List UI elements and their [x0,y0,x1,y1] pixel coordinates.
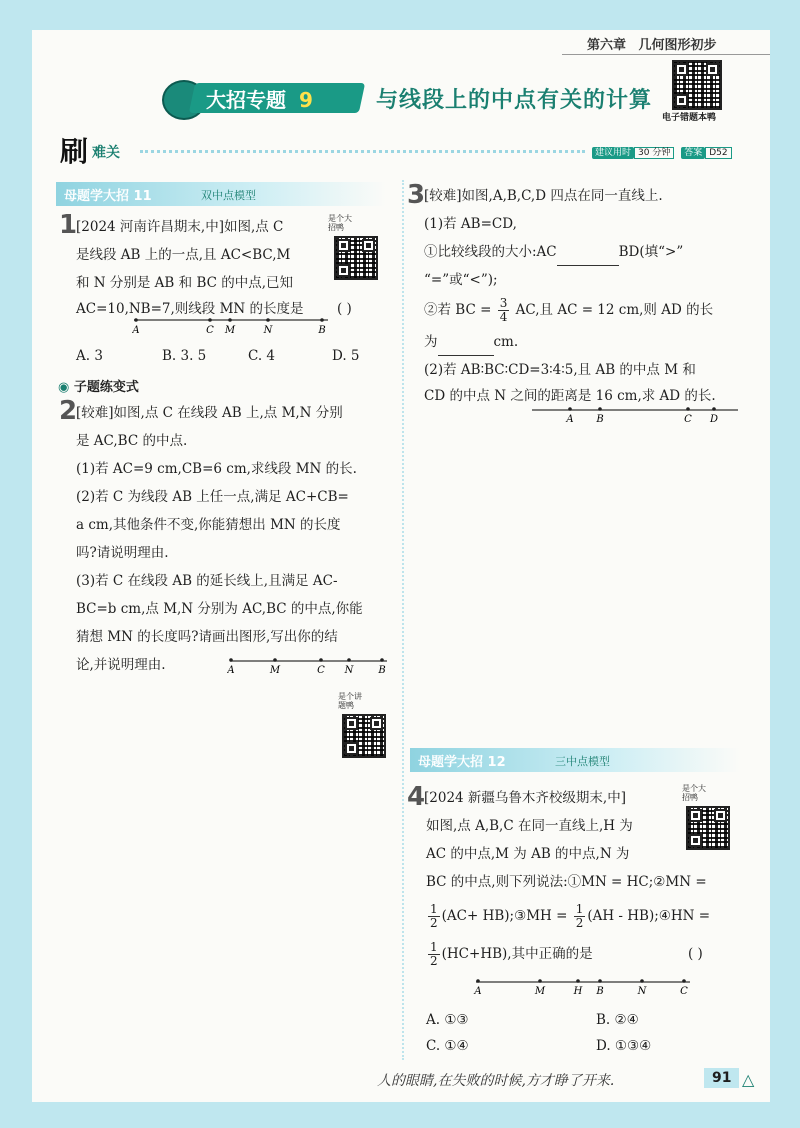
q1-line-diagram [132,315,332,339]
q4-point-h [576,979,580,983]
q1-qr-code[interactable] [334,236,378,280]
q1-label-m: M [224,325,236,336]
topic-badge-number: 9 [298,88,313,112]
q1-number: 1 [59,210,78,240]
q3-line-diagram [530,404,742,430]
q1-point-n [266,318,270,322]
q2-line-4: (2)若 C 为线段 AB 上任一点,满足 AC+CB= [76,489,349,505]
q1-label-n: N [263,325,273,336]
q2-line-8: BC=b cm,点 M,N 分别为 AC,BC 的中点,你能 [76,601,363,617]
error-book-qr-code[interactable] [672,60,722,110]
q3-line-6: 为 cm. [424,328,518,356]
q3-point-b [598,407,602,411]
q2-qr-code[interactable] [342,714,386,758]
q1-label-b: B [318,325,326,336]
topic-badge-label: 大招专题 [206,88,286,112]
topic-title: 与线段上的中点有关的计算 [376,88,653,113]
q3-line-8: CD 的中点 N 之间的距离是 16 cm,求 AD 的长. [424,388,716,404]
q4-label-h: H [573,986,583,997]
q4-point-c [682,979,686,983]
q3-blank-ad[interactable] [438,337,494,356]
q4-option-c[interactable]: C. ①④ [426,1038,469,1054]
q1-answer-paren[interactable]: ( ) [337,301,352,317]
q3-label-b: B [596,414,604,425]
q4-option-a[interactable]: A. ①③ [426,1012,469,1028]
q4-point-b [598,979,602,983]
q1-point-a [134,318,138,322]
q3-fraction: $\frac{3}{4}$ [499,296,508,324]
q2-line-7: (3)若 C 在线段 AB 的延长线上,且满足 AC- [76,573,338,589]
q1-point-b [320,318,324,322]
q4-qr-code[interactable] [686,806,730,850]
q2-line-6: 吗?请说明理由. [76,545,169,561]
model-12-banner [410,748,740,772]
q1-line-1: [2024 河南许昌期末,中]如图,点 C [76,219,284,235]
qr-caption: 电子错题本鸭 [662,113,717,123]
q1-option-c[interactable]: C. 4 [248,348,276,364]
q3-line-3: ①比较线段的大小:AC BD(填“>” [424,238,683,266]
q3-line-7: (2)若 AB∶BC∶CD=3∶4∶5,且 AB 的中点 M 和 [424,362,696,378]
q4-label-a: A [474,986,482,997]
q2-line-10: 论,并说明理由. [76,657,166,673]
q2-number: 2 [59,396,78,426]
q3-point-d [712,407,716,411]
chapter-number: 第六章 [587,38,627,53]
q4-point-m [538,979,542,983]
q3-line-4: “=”或“<”); [424,272,498,288]
q3-number: 3 [407,180,426,210]
q4-answer-paren[interactable]: ( ) [688,946,703,962]
model-11-label: 母题学大招 11 [64,189,152,204]
q4-line-diagram [472,976,696,1002]
q2-line-3: (1)若 AC=9 cm,CB=6 cm,求线段 MN 的长. [76,461,357,477]
q1-option-d[interactable]: D. 5 [332,348,360,364]
model-12-name: 三中点模型 [555,755,610,768]
q4-line-1: [2024 新疆乌鲁木齐校级期末,中] [424,790,626,806]
q1-label-c: C [206,325,214,336]
q1-point-m [228,318,232,322]
q3-line-2: (1)若 AB=CD, [424,216,517,232]
q2-line-2: 是 AC,BC 的中点. [76,433,188,449]
q4-point-n [640,979,644,983]
sub-title-icon: ◉ [58,380,70,395]
q2-point-m [273,658,277,662]
q1-option-a[interactable]: A. 3 [76,348,103,364]
q2-label-a: A [227,665,235,676]
column-divider [402,180,404,1060]
q2-label-m: M [269,665,281,676]
q3-blank-compare[interactable] [557,247,619,266]
q3-line-5: ②若 BC = $\frac{3}{4}$ AC,且 AC = 12 cm,则 AD 的长 [424,296,714,324]
q4-label-c: C [680,986,688,997]
q4-number: 4 [407,782,426,812]
q1-point-c [208,318,212,322]
q4-line-5: $\frac{1}{2}$ (AC+ HB);③MH = $\frac{1}{2}$ (AH - HB);④HN = [430,902,711,930]
q4-label-m: M [534,986,546,997]
q2-label-n: N [344,665,354,676]
level-divider [140,150,585,153]
header-rule [562,54,770,55]
q1-line-4: AC=10,NB=7,则线段 MN 的长度是 [76,301,304,317]
model-11-name: 双中点模型 [201,189,256,202]
chapter-name: 几何图形初步 [638,38,717,53]
q2-point-n [347,658,351,662]
q2-line-diagram [227,655,392,681]
q2-point-c [319,658,323,662]
q2-line-1: [较难]如图,点 C 在线段 AB 上,点 M,N 分别 [76,405,343,421]
compass-icon: △ [742,1070,755,1089]
q4-line-2: 如图,点 A,B,C 在同一直线上,H 为 [426,818,633,834]
q3-label-a: A [566,414,574,425]
q2-label-b: B [378,665,386,676]
q2-point-b [380,658,384,662]
page-number: 91 [704,1068,739,1088]
q1-label-a: A [132,325,140,336]
model-12-label: 母题学大招 12 [418,755,506,770]
topic-banner [162,80,672,116]
q3-line-1: [较难]如图,A,B,C,D 四点在同一直线上. [424,188,663,204]
level-brush: 刷 [60,135,89,168]
q1-sticker[interactable]: 是个大招鸭 [328,214,388,286]
level-label: 难关 [92,145,120,161]
q4-line-4: BC 的中点,则下列说法:①MN = HC;②MN = [426,874,707,890]
q3-point-a [568,407,572,411]
q2-point-a [229,658,233,662]
q3-label-d: D [709,414,719,425]
q2-label-c: C [317,665,325,676]
q3-label-c: C [684,414,692,425]
model-11-banner [56,182,386,206]
q4-label-n: N [637,986,647,997]
q1-line-2: 是线段 AB 上的一点,且 AC<BC,M [76,247,291,263]
sub-question-title: ◉ 子题练变式 [58,380,139,395]
q1-option-b[interactable]: B. 3. 5 [162,348,207,364]
q4-option-d[interactable]: D. ①③④ [596,1038,652,1054]
q4-label-b: B [596,986,604,997]
q4-option-b[interactable]: B. ②④ [596,1012,639,1028]
q2-sticker[interactable]: 是个讲题鸭 [338,692,398,764]
q2-line-9: 猜想 MN 的长度吗?请画出图形,写出你的结 [76,629,338,645]
answer-page-ref[interactable]: D52 [705,147,731,159]
q4-line-6: $\frac{1}{2}$ (HC+HB),其中正确的是 [430,940,593,968]
page [32,30,770,1102]
q4-sticker[interactable]: 是个大招鸭 [682,784,742,856]
q3-point-c [686,407,690,411]
footer-quote: 人的眼睛,在失败的时候,方才睁了开来. [377,1073,615,1089]
q1-line-3: 和 N 分别是 AB 和 BC 的中点,已知 [76,275,294,291]
q4-point-a [476,979,480,983]
q2-line-5: a cm,其他条件不变,你能猜想出 MN 的长度 [76,517,341,533]
chapter-header [587,34,717,53]
suggested-time: 建议用时 30 分钟 答案 D52 [592,145,732,158]
q4-line-3: AC 的中点,M 为 AB 的中点,N 为 [426,846,630,862]
